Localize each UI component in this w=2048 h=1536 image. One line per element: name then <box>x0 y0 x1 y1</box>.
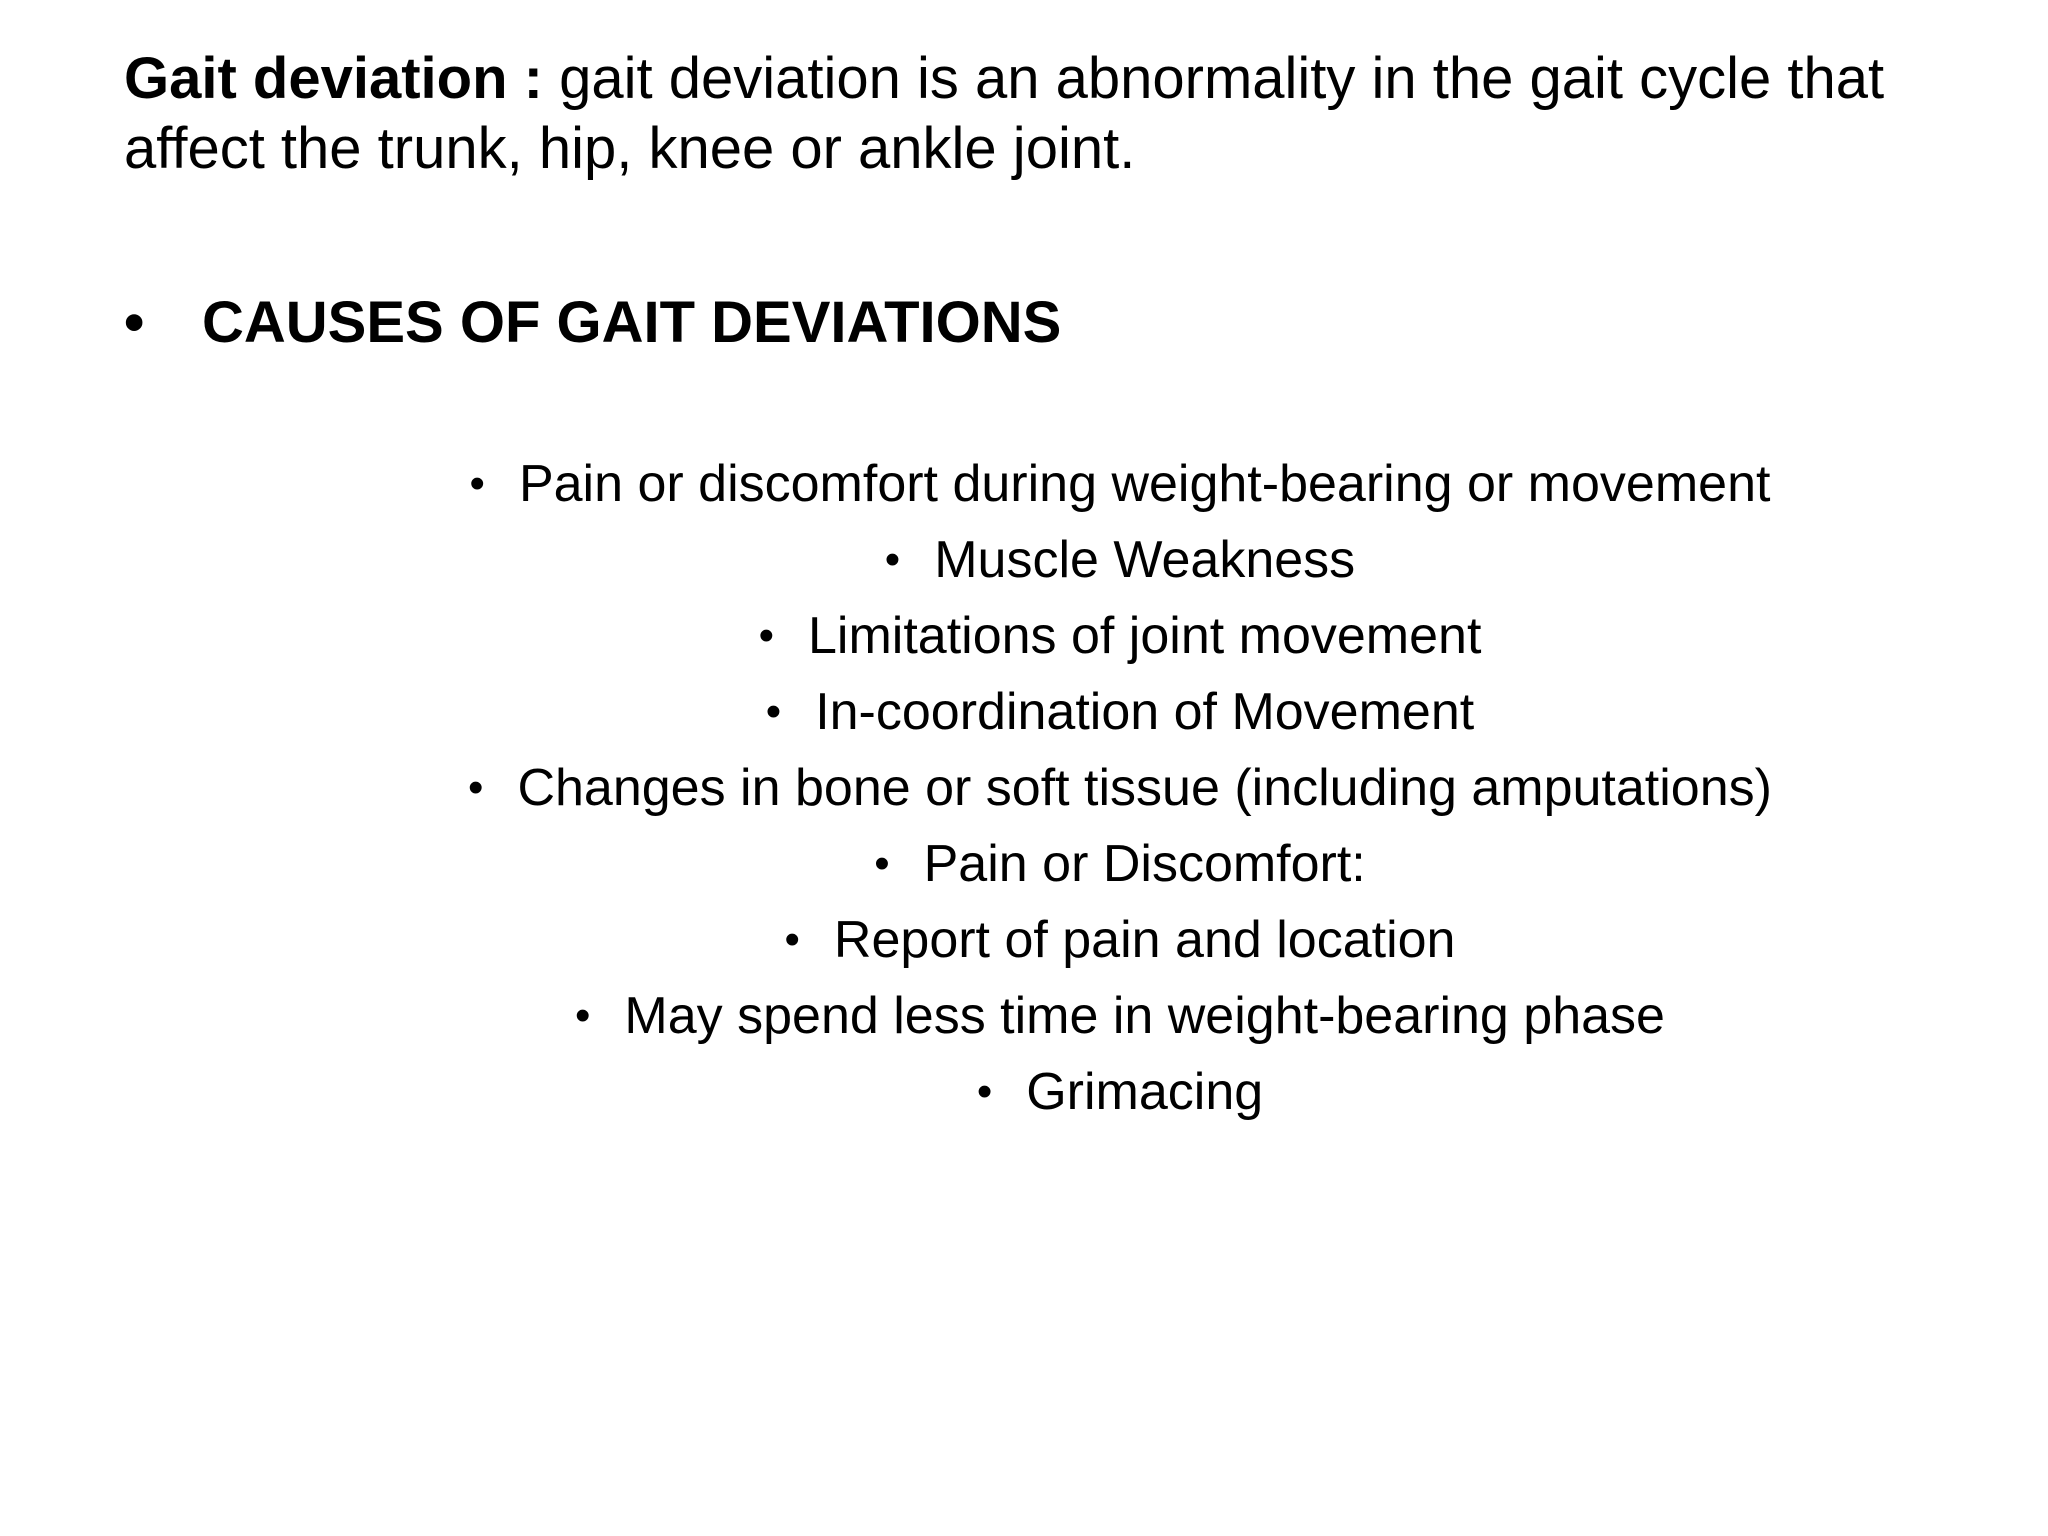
section-heading <box>124 288 1061 358</box>
causes-list <box>320 446 1920 1130</box>
cause-list-item <box>320 598 1920 674</box>
bullet-point: • <box>758 611 774 660</box>
cause-text: Pain or discomfort during weight-bearing or movement <box>518 455 1771 513</box>
heading-bullet: • <box>124 290 145 355</box>
cause-text: Pain or Discomfort: <box>923 835 1366 893</box>
cause-list-item <box>320 674 1920 750</box>
cause-text: Muscle Weakness <box>934 531 1356 589</box>
cause-list-item <box>320 522 1920 598</box>
cause-text: Changes in bone or soft tissue (including amputations) <box>517 759 1772 817</box>
definition-text: gait deviation is an abnormality in the gait cycle that affect the trunk, hip, knee or ankle joint. <box>124 46 1885 181</box>
definition-paragraph <box>124 44 1924 184</box>
cause-list-item <box>320 1054 1920 1130</box>
cause-list-item <box>320 902 1920 978</box>
cause-list-item <box>320 750 1920 826</box>
bullet-point: • <box>575 991 591 1040</box>
bullet-point: • <box>765 687 782 736</box>
definition-term: Gait deviation : <box>124 46 543 111</box>
cause-list-item <box>320 826 1920 902</box>
bullet-point: • <box>784 915 800 964</box>
heading-text: CAUSES OF GAIT DEVIATIONS <box>202 290 1062 355</box>
bullet-point: • <box>468 763 484 812</box>
cause-list-item <box>320 978 1920 1054</box>
bullet-point: • <box>976 1067 993 1116</box>
cause-text: Report of pain and location <box>833 911 1456 969</box>
bullet-point: • <box>884 535 901 584</box>
cause-text: Limitations of joint movement <box>807 607 1482 665</box>
bullet-point: • <box>874 839 890 888</box>
cause-text: In-coordination of Movement <box>815 683 1475 741</box>
cause-list-item <box>320 446 1920 522</box>
bullet-point: • <box>469 459 485 508</box>
cause-text: Grimacing <box>1026 1063 1264 1121</box>
cause-text: May spend less time in weight-bearing phase <box>624 987 1665 1045</box>
